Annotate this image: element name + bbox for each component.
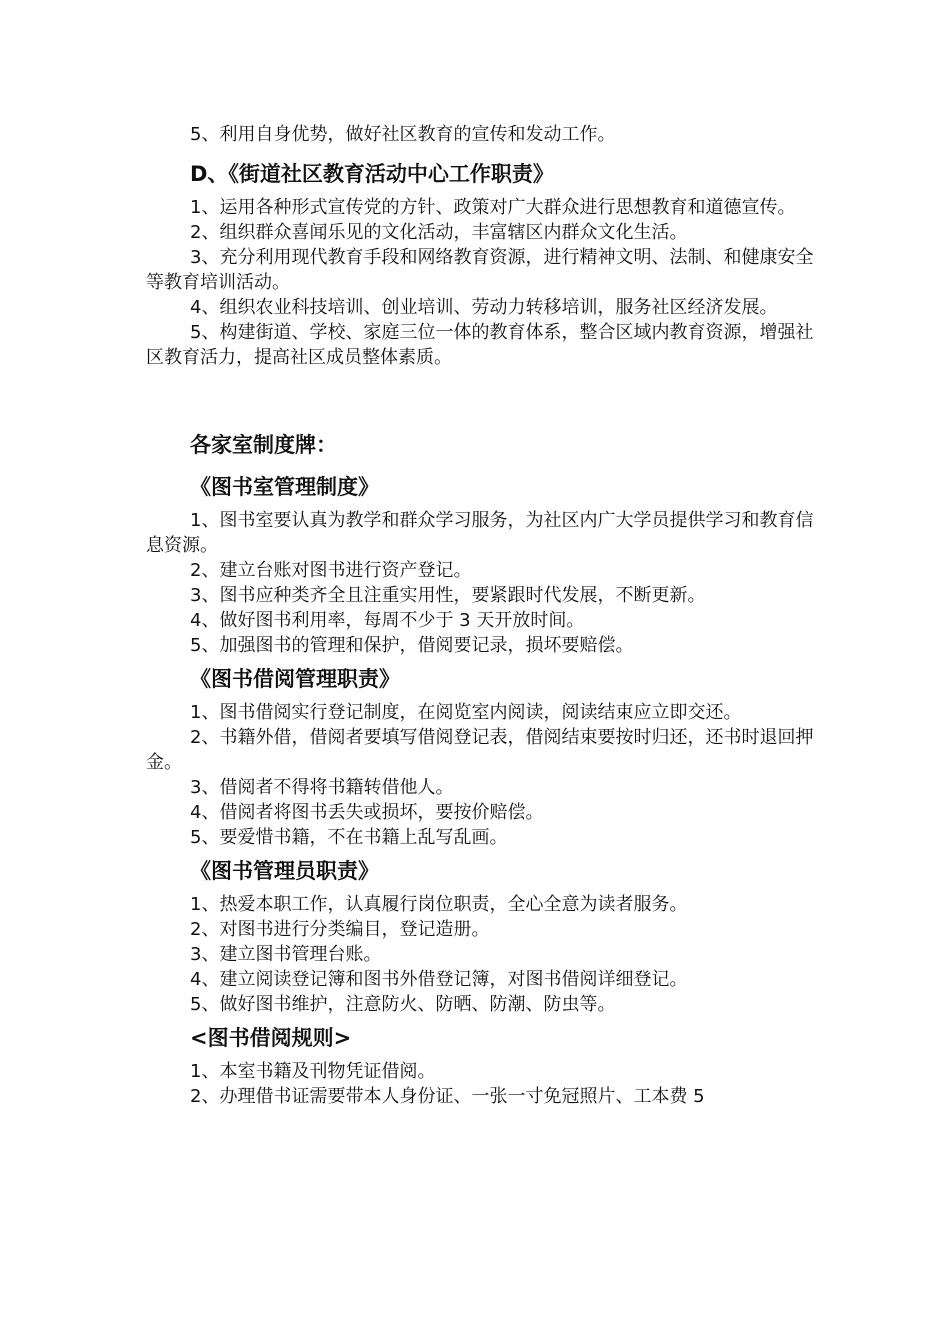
borrow-duties-item: 5、要爱惜书籍，不在书籍上乱写乱画。: [190, 827, 508, 848]
borrow-duties-heading: 《图书借阅管理职责》: [190, 667, 400, 691]
document-body: [146, 122, 818, 1109]
section-d-item: 4、组织农业科技培训、创业培训、劳动力转移培训，服务社区经济发展。: [190, 297, 778, 318]
librarian-duties-heading: 《图书管理员职责》: [190, 859, 379, 883]
borrow-rules-heading: <图书借阅规则>: [190, 1026, 352, 1050]
librarian-duties-item: 3、建立图书管理台账。: [190, 944, 382, 965]
librarian-duties-item: 2、对图书进行分类编目，登记造册。: [190, 919, 490, 940]
section-d-item: 1、运用各种形式宣传党的方针、政策对广大群众进行思想教育和道德宣传。: [190, 197, 796, 218]
library-rules-item: 3、图书应种类齐全且注重实用性，要紧跟时代发展，不断更新。: [190, 585, 706, 606]
library-rules-item: 2、建立台账对图书进行资产登记。: [190, 560, 472, 581]
borrow-duties-item: 3、借阅者不得将书籍转借他人。: [190, 777, 454, 798]
boards-title: 各家室制度牌：: [190, 433, 337, 457]
section-d-item: 3、充分利用现代教育手段和网络教育资源，进行精神文明、法制、和健康安全等教育培训活动。: [146, 247, 814, 293]
section-d-heading: D、《街道社区教育活动中心工作职责》: [190, 162, 554, 186]
borrow-duties-item: 1、图书借阅实行登记制度，在阅览室内阅读，阅读结束应立即交还。: [190, 702, 742, 723]
librarian-duties-item: 5、做好图书维护，注意防火、防晒、防潮、防虫等。: [190, 994, 616, 1015]
library-rules-item: 5、加强图书的管理和保护，借阅要记录，损坏要赔偿。: [190, 635, 634, 656]
borrow-rules-item: 1、本室书籍及刊物凭证借阅。: [190, 1061, 436, 1082]
intro-item: 5、利用自身优势，做好社区教育的宣传和发动工作。: [190, 124, 616, 145]
library-rules-heading: 《图书室管理制度》: [190, 475, 379, 499]
borrow-duties-item: 2、书籍外借，借阅者要填写借阅登记表，借阅结束要按时归还，还书时退回押金。: [146, 727, 814, 773]
section-d-item: 2、组织群众喜闻乐见的文化活动，丰富辖区内群众文化生活。: [190, 222, 688, 243]
librarian-duties-item: 1、热爱本职工作，认真履行岗位职责，全心全意为读者服务。: [190, 894, 688, 915]
borrow-rules-item: 2、办理借书证需要带本人身份证、一张一寸免冠照片、工本费 5: [190, 1086, 705, 1107]
librarian-duties-item: 4、建立阅读登记簿和图书外借登记簿，对图书借阅详细登记。: [190, 969, 688, 990]
library-rules-item: 1、图书室要认真为教学和群众学习服务，为社区内广大学员提供学习和教育信息资源。: [146, 510, 814, 556]
section-d-item: 5、构建街道、学校、家庭三位一体的教育体系，整合区域内教育资源，增强社区教育活力，提高社区成员整体素质。: [146, 322, 814, 368]
borrow-duties-item: 4、借阅者将图书丢失或损坏，要按价赔偿。: [190, 802, 544, 823]
library-rules-item: 4、做好图书利用率，每周不少于 3 天开放时间。: [190, 610, 585, 631]
